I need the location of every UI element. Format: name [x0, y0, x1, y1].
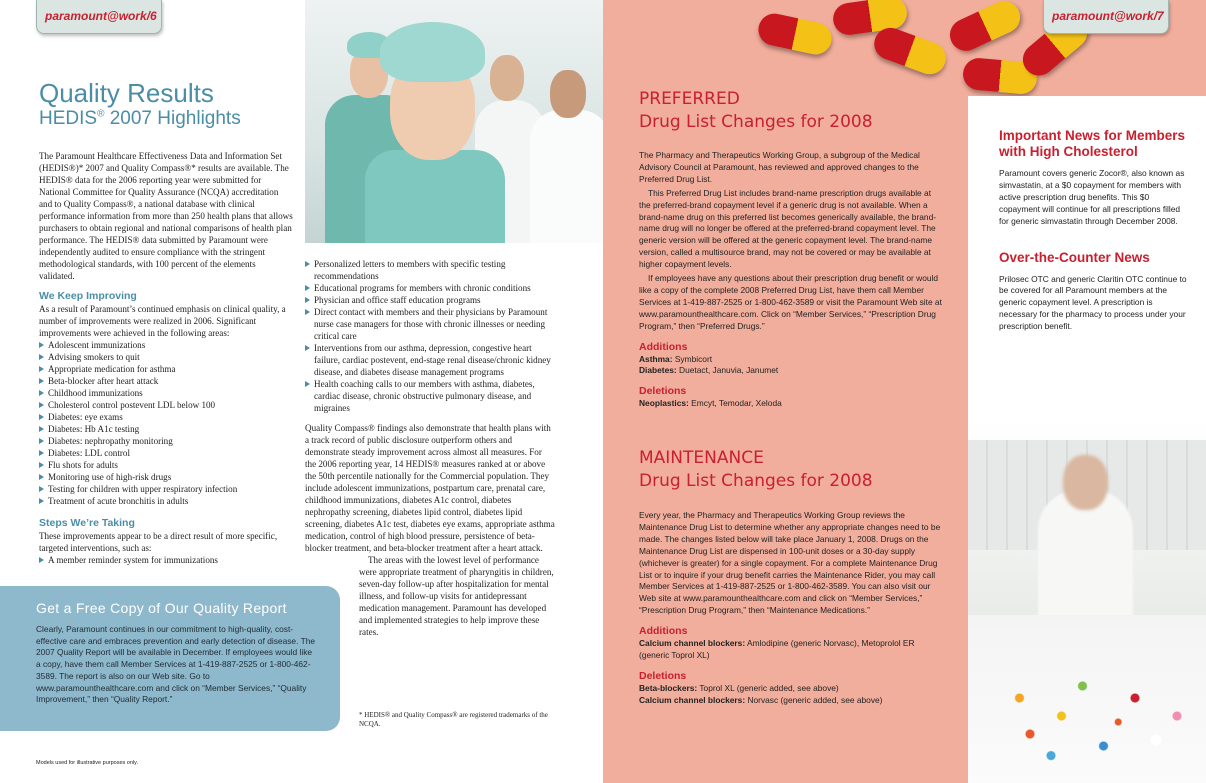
page-number-label: paramount@work/7 — [1052, 9, 1164, 23]
capsule-icon — [945, 0, 1026, 56]
steps-paragraph: These improvements appear to be a direct result of more specific, targeted interventions, such as: — [39, 531, 278, 553]
improving-paragraph: As a result of Paramount’s continued emphasis on clinical quality, a number of improvements were realized in 2006. Significant improvements were achieved in the following areas: — [39, 304, 286, 338]
quality-report-text: Clearly, Paramount continues in our commitment to high-quality, cost-effective care and embraces prevention and early detection of disease. The 2007 Quality Report will be available in December. If employees would like a copy, have them call Member Services at 1-419-887-2525 or 1-800-462-3589. The report is also on our Web site. Go to www.paramounthealthcare.com and click on “Member Services,” “Quality Improvement,” then “Quality Report.” — [36, 624, 316, 705]
page-title: Quality Results — [39, 78, 214, 108]
maintenance-section — [639, 510, 944, 707]
article-column-2 — [305, 258, 555, 638]
capsule-icon — [755, 11, 834, 58]
list-item: Health coaching calls to our members with asthma, diabetes, cardiac disease, chronic obstructive pulmonary disease, and migraines — [305, 378, 555, 414]
list-item: Treatment of acute bronchitis in adults — [39, 495, 293, 507]
preferred-paragraph: If employees have any questions about their prescription drug benefit or would like a copy of the complete 2008 Preferred Drug List, have them call Member Services at 1-419-887-2525 or 1-800-462-3589 or visit the Paramount Web site at www.paramounthealthcare.com. Click on “Member Services,” “Prescription Drug Program,” then “Preferred Drugs.” — [639, 273, 942, 331]
maintenance-heading: MAINTENANCE Drug List Changes for 2008 — [639, 448, 873, 491]
trademark-footnote: * HEDIS® and Quality Compass® are registered trademarks of the NCQA. — [359, 711, 548, 728]
models-disclaimer: Models used for illustrative purposes only. — [36, 760, 139, 766]
deletions-heading: Deletions — [639, 669, 687, 682]
maintenance-paragraph: Every year, the Pharmacy and Therapeutics Working Group reviews the Maintenance Drug List to determine whether any appropriate changes need to be made. The changes listed below will take place January 1, 2008. Drugs on the Maintenance Drug List are dispensed in 100-unit doses or a 30-day supply (whichever is greater) for a single copayment. For a complete Maintenance Drug List or to inquire if your drug benefit carries the Maintenance Rider, you may call Member Services at 1-419-887-2525 or 1-800-462-3589. You can also visit our Web site at www.paramounthealthcare.com and click on “Member Services,” “Prescription Drug Program,” then “Maintenance Medications.” — [639, 510, 941, 616]
list-item: Physician and office staff education programs — [305, 294, 555, 306]
compass-paragraph: Quality Compass® findings also demonstrate that health plans with a track record of public disclosure outperform others and demonstrate steady improvement across almost all measures. For the 2006 reporting year, 14 HEDIS® measures ranked at or above the 50th percentile nationally for the Commercial population. They include adolescent immunizations, postpartum care, prenatal care, childhood immunizations, diabetes A1c control, diabetes nephropathy screening, diabetes lipid control, diabetes lipid screening, diabetes A1c test, diabetes eye exams, appropriate asthma medication, control of high blood pressure, persistence of beta-blocker treatment, and beta-blocker treatment after a heart attack. — [305, 423, 555, 553]
list-item: Diabetes: eye exams — [39, 411, 293, 423]
list-item: Diabetes: LDL control — [39, 447, 293, 459]
nurse-figure — [365, 150, 505, 243]
page-tab-left — [36, 0, 162, 34]
list-item: Appropriate medication for asthma — [39, 363, 293, 375]
page-subtitle: HEDIS® 2007 Highlights — [39, 108, 241, 129]
list-item: Flu shots for adults — [39, 459, 293, 471]
preferred-section — [639, 150, 944, 410]
improvements-list — [39, 339, 293, 507]
deletion-item: Beta-blockers: Toprol XL (generic added, see above) — [639, 682, 839, 693]
addition-item: Diabetes: Duetact, Januvia, Janumet — [639, 365, 779, 376]
deletion-item: Neoplastics: Emcyt, Temodar, Xeloda — [639, 398, 782, 409]
list-item: Personalized letters to members with specific testing recommendations — [305, 258, 555, 282]
additions-heading: Additions — [639, 625, 688, 638]
deletions-heading: Deletions — [639, 385, 687, 398]
list-item: Beta-blocker after heart attack — [39, 375, 293, 387]
list-item: Diabetes: nephropathy monitoring — [39, 435, 293, 447]
list-item: Testing for children with upper respiratory infection — [39, 483, 293, 495]
page-tab-right — [1043, 0, 1169, 34]
section-heading-steps: Steps We’re Taking — [39, 517, 135, 529]
pharmacist-photo — [968, 420, 1206, 783]
list-item: Diabetes: Hb A1c testing — [39, 423, 293, 435]
doctors-photo — [305, 0, 603, 243]
article-column-1 — [39, 150, 293, 566]
cholesterol-heading: Important News for Members with High Cholesterol — [999, 128, 1186, 159]
list-item: Advising smokers to quit — [39, 351, 293, 363]
otc-text: Prilosec OTC and generic Claritin OTC continue to be covered for all Paramount members at the generic copayment level. A prescription is necessary for the pharmacy to process under your prescription benefit. — [999, 273, 1187, 332]
preferred-heading: PREFERRED Drug List Changes for 2008 — [639, 89, 873, 132]
scattered-pills — [988, 650, 1198, 770]
list-item: Monitoring use of high-risk drugs — [39, 471, 293, 483]
doctor-figure — [530, 110, 603, 243]
steps-list — [305, 258, 555, 414]
list-item: A member reminder system for immunizations — [39, 554, 293, 566]
list-item: Direct contact with members and their physicians by Paramount nurse case managers for those with chronic illnesses or needing critical care — [305, 306, 555, 342]
intro-paragraph: The Paramount Healthcare Effectiveness Data and Information Set (HEDIS®)* 2007 and Quality Compass®* results are available. The HEDIS® data for the 2006 reporting year were submitted for National Committee for Quality Assurance (NCQA) accreditation and to Quality Compass®, a national database with clinical performance information from more than 250 health plans that allows purchasers to obtain regional and national comparisons of health plan performance. The HEDIS® data submitted by Paramount were independently audited to ensure compliance with the stringent methodological standards, with 100 percent of the elements validated. — [39, 151, 293, 281]
preferred-paragraph: This Preferred Drug List includes brand-name prescription drugs available at the preferred-brand copayment level if a generic drug is not available. When a brand-name drug on this preferred list becomes generically available, the brand-name drug will no longer be offered at the preferred-brand copayment level. The generic version will be offered at the generic copayment level. The brand-name version, called a multisource brand, may not be covered or may be available at higher copayment levels. — [639, 187, 937, 270]
quality-report-box — [0, 586, 340, 731]
list-item: Adolescent immunizations — [39, 339, 293, 351]
list-item: Interventions from our asthma, depression, congestive heart failure, cardiac postevent, end-stage renal disease/chronic kidney disease, and diabetes disease management programs — [305, 342, 555, 378]
lowest-paragraph: The areas with the lowest level of performance were appropriate treatment of pharyngitis in children, seven-day follow-up after hospitalization for mental illness, and follow-up visits for antidepressant medication management. Paramount has developed and implemented strategies to help improve these rates. — [359, 555, 554, 637]
section-heading-improving: We Keep Improving — [39, 290, 137, 302]
page-number-label: paramount@work/6 — [45, 9, 157, 23]
list-item: Educational programs for members with chronic conditions — [305, 282, 555, 294]
capsule-icon — [870, 23, 950, 78]
quality-report-title: Get a Free Copy of Our Quality Report — [36, 600, 287, 616]
list-item: Childhood immunizations — [39, 387, 293, 399]
otc-heading: Over-the-Counter News — [999, 249, 1150, 265]
list-item: Cholesterol control postevent LDL below 100 — [39, 399, 293, 411]
additions-heading: Additions — [639, 340, 688, 353]
deletion-item: Calcium channel blockers: Norvasc (generic added, see above) — [639, 694, 883, 705]
addition-item: Calcium channel blockers: Amlodipine (generic Norvasc), Metoprolol ER (generic Toprol XL) — [639, 638, 915, 660]
preferred-paragraph: The Pharmacy and Therapeutics Working Group, a subgroup of the Medical Advisory Council at Paramount, has reviewed and approved changes to the Preferred Drug List. — [639, 150, 920, 184]
addition-item: Asthma: Symbicort — [639, 353, 713, 364]
right-page — [603, 0, 1206, 783]
cholesterol-text: Paramount covers generic Zocor®, also known as simvastatin, at a $0 copayment for members with active prescription drug benefits. This $0 copayment will continue for all prescriptions filled for generic simvastatin through December 2008. — [999, 168, 1185, 226]
